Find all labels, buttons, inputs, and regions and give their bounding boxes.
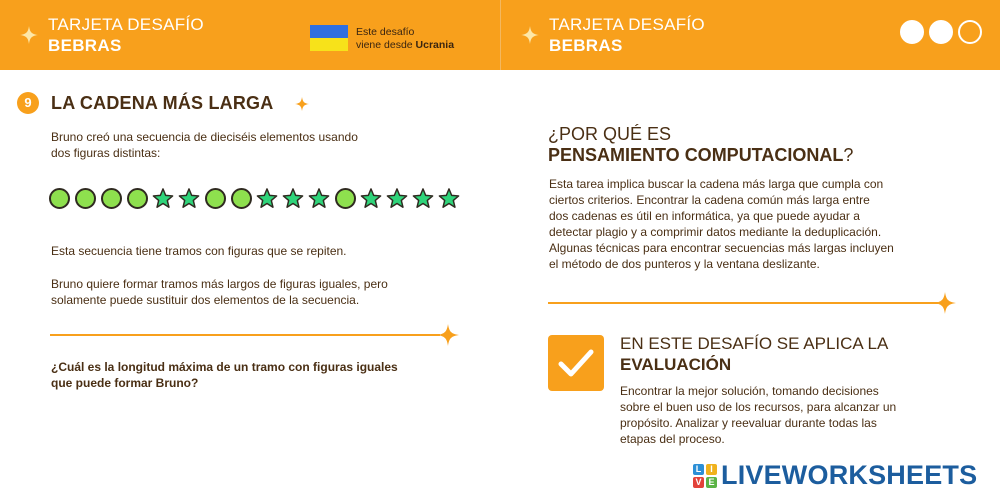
star-shape [308,187,330,209]
divider [548,302,938,304]
why-body-line: Algunas técnicas para encontrar secuencias más largas incluyen [549,241,894,255]
logo-letter: L [693,464,704,475]
circle-shape [74,187,96,209]
divider [50,334,440,336]
star-shape [282,187,304,209]
question-prompt-line1: ¿Cuál es la longitud máxima de un tramo con figuras iguales [51,360,398,374]
liveworksheets-logo-icon [693,464,717,488]
question-number-badge: 9 [17,92,39,114]
logo-letter: V [693,477,704,488]
why-heading-line1: ¿POR QUÉ ES [548,124,672,144]
star-icon [282,187,304,210]
circle-shape [334,187,356,209]
origin-line1: Este desafío [356,26,415,38]
star-icon [308,187,330,210]
constraint-paragraph [51,276,388,308]
why-heading [548,124,853,166]
why-body-line: el método de dos punteros y la ventana deslizante. [549,257,820,271]
star-icon [412,187,434,210]
sequence-description: Esta secuencia tiene tramos con figuras que se repiten. [51,244,347,258]
difficulty-dot [958,20,982,44]
star-icon [152,187,174,210]
card-title-line2: BEBRAS [48,36,122,55]
logo-letter: E [706,477,717,488]
liveworksheets-logo[interactable] [693,460,977,491]
card-title-line1: TARJETA DESAFÍO [549,15,705,34]
origin-line2-prefix: viene desde [356,39,416,51]
star-shape [412,187,434,209]
skill-body-line: propósito. Analizar y reevaluar durante todas las [620,416,877,430]
left-header [0,0,500,70]
circle-icon [231,188,252,209]
origin-country: Ucrania [415,39,455,51]
circle-shape [100,187,122,209]
skill-heading-line2: EVALUACIÓN [620,355,732,374]
circle-shape [126,187,148,209]
card-title [549,14,705,56]
circle-shape [230,187,252,209]
star-shape [386,187,408,209]
circle-icon [49,188,70,209]
question-prompt [51,359,398,391]
star-icon [386,187,408,210]
why-heading-line2: PENSAMIENTO COMPUTACIONAL [548,145,844,165]
why-heading-suffix: ? [843,145,854,165]
star-shape [360,187,382,209]
intro-line2: dos figuras distintas: [51,146,161,160]
sparkle-icon [934,292,956,314]
skill-body-line: etapas del proceso. [620,432,725,446]
sparkle-icon [521,26,539,44]
ukraine-flag-icon [310,25,348,51]
skill-body-line: Encontrar la mejor solución, tomando decisiones [620,384,879,398]
star-shape [178,187,200,209]
star-shape [152,187,174,209]
skill-body [620,383,896,447]
star-icon [360,187,382,210]
sparkle-icon [437,324,459,346]
circle-icon [205,188,226,209]
circle-icon [75,188,96,209]
difficulty-dot [929,20,953,44]
star-icon [178,187,200,210]
shape-sequence [48,187,460,209]
card-title [48,14,204,56]
why-body-line: dos cadenas es útil en informática, ya que puede ayudar a [549,209,860,223]
why-body-line: detectar plagio y a comprimir datos mediante la deduplicación. [549,225,882,239]
card-title-line1: TARJETA DESAFÍO [48,15,204,34]
why-body-line: ciertos criterios. Encontrar la cadena común más larga entre [549,193,870,207]
logo-letter: I [706,464,717,475]
circle-shape [48,187,70,209]
difficulty-indicator [900,20,982,44]
circle-shape [204,187,226,209]
skill-heading-line1: EN ESTE DESAFÍO SE APLICA LA [620,334,889,353]
circle-icon [127,188,148,209]
constraint-line1: Bruno quiere formar tramos más largos de figuras iguales, pero [51,277,388,291]
skill-body-line: sobre el buen uso de los recursos, para alcanzar un [620,400,897,414]
question-prompt-line2: que puede formar Bruno? [51,376,199,390]
difficulty-dot [900,20,924,44]
circle-icon [335,188,356,209]
sparkle-icon [295,97,309,111]
constraint-line2: solamente puede sustituir dos elementos de la secuencia. [51,293,360,307]
star-shape [438,187,460,209]
intro-line1: Bruno creó una secuencia de dieciséis elementos usando [51,130,358,144]
liveworksheets-wordmark: LIVEWORKSHEETS [721,460,978,490]
star-shape [256,187,278,209]
star-icon [256,187,278,210]
skill-heading [620,333,888,375]
why-body [549,176,894,272]
origin-country-text [356,26,454,52]
question-title: LA CADENA MÁS LARGA [51,93,274,113]
intro-paragraph [51,129,358,161]
sparkle-icon [20,26,38,44]
card-title-line2: BEBRAS [549,36,623,55]
checkmark-icon [548,335,604,391]
why-body-line: Esta tarea implica buscar la cadena más larga que cumpla con [549,177,884,191]
star-icon [438,187,460,210]
circle-icon [101,188,122,209]
right-header [500,0,1000,70]
